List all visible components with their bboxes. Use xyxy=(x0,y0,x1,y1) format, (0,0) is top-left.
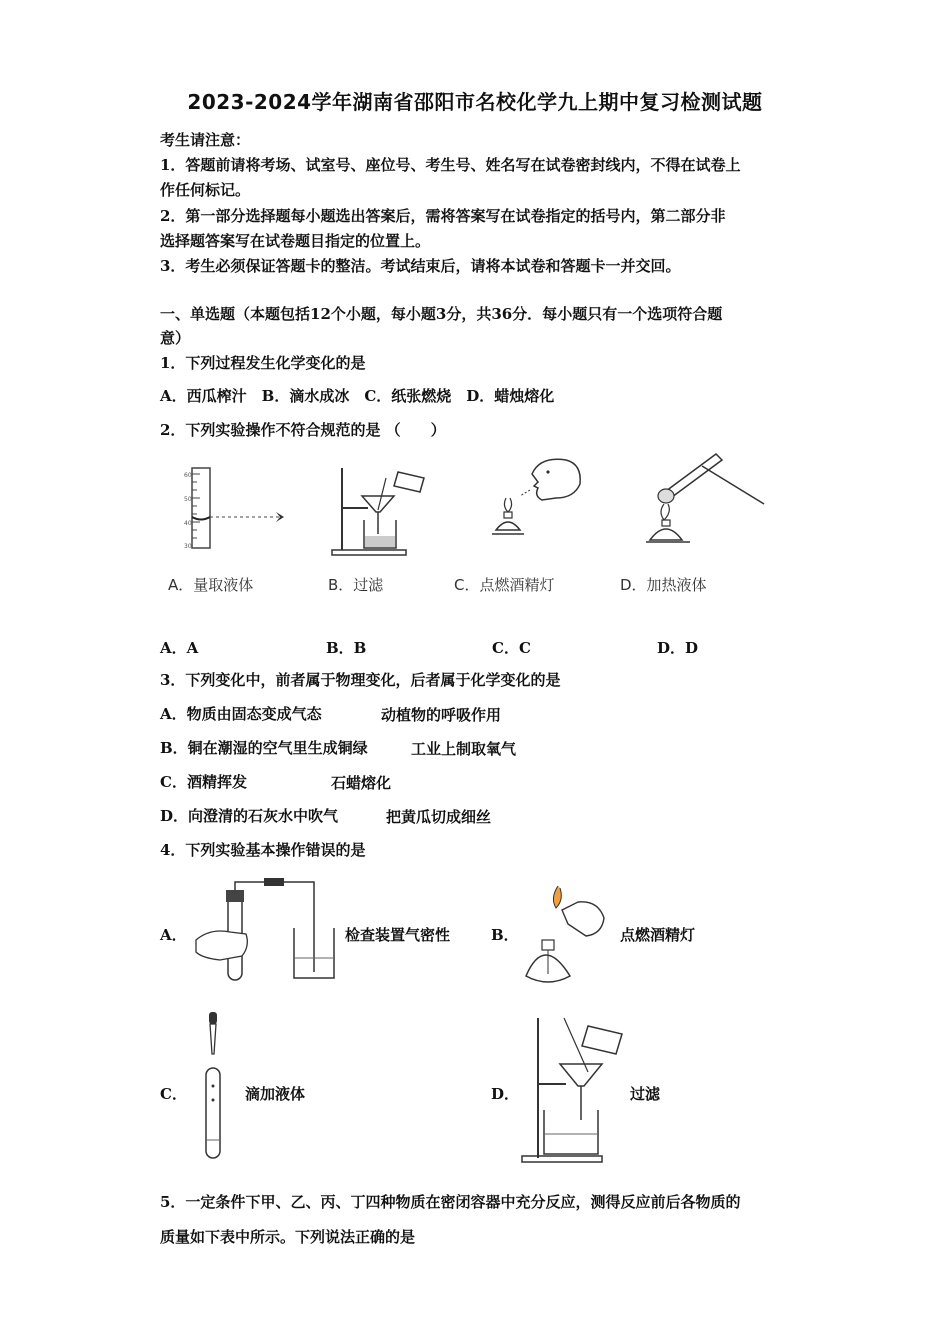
q3-option-d-second: 把黄瓜切成细丝 xyxy=(386,808,492,826)
q4-option-a-text: 检查装置气密性 xyxy=(345,926,451,944)
page-title: 2023-2024学年湖南省邵阳市名校化学九上期中复习检测试题 xyxy=(187,90,763,114)
notice-item-2a: 2．第一部分选择题每小题选出答案后，需将答案写在试卷指定的括号内，第二部分非 xyxy=(160,207,726,225)
q5-stem-line2: 质量如下表中所示。下列说法正确的是 xyxy=(160,1228,416,1246)
q2-caption-d: D．加热液体 xyxy=(620,576,707,594)
notice-item-2b: 选择题答案写在试卷题目指定的位置上。 xyxy=(160,232,431,250)
q3-option-b-second: 工业上制取氧气 xyxy=(411,740,517,758)
q2-caption-a: A．量取液体 xyxy=(168,576,254,594)
figure-filtration-b xyxy=(328,462,438,558)
figure-airtight-check xyxy=(190,872,346,984)
figure-measuring-cylinder xyxy=(168,462,298,552)
q4-option-b-letter: B． xyxy=(491,926,519,944)
notice-item-1a: 1．答题前请将考场、试室号、座位号、考生号、姓名写在试卷密封线内，不得在试卷上 xyxy=(160,156,741,174)
q2-option-a: A．A xyxy=(160,639,199,657)
figure-lamp-person xyxy=(482,454,592,550)
notice-item-3: 3．考生必须保证答题卡的整洁。考试结束后，请将本试卷和答题卡一并交回。 xyxy=(160,257,681,275)
q3-stem: 3．下列变化中，前者属于物理变化，后者属于化学变化的是 xyxy=(160,671,561,689)
cylinder-tick-40: 40 xyxy=(184,520,192,527)
q2-option-d: D．D xyxy=(657,639,699,657)
q4-option-c-letter: C． xyxy=(160,1085,187,1103)
figure-dropper xyxy=(196,1010,236,1162)
notice-heading: 考生请注意： xyxy=(160,131,251,149)
figure-filtration-d xyxy=(518,1012,630,1166)
q1-options: A．西瓜榨汁 B．滴水成冰 C．纸张燃烧 D．蜡烛熔化 xyxy=(160,387,555,405)
q4-option-a-letter: A． xyxy=(160,926,187,944)
section-heading-line2: 意） xyxy=(160,329,191,347)
q4-option-b-text: 点燃酒精灯 xyxy=(620,926,696,944)
cylinder-tick-30: 30 xyxy=(184,543,192,550)
figure-heating-liquid xyxy=(642,446,772,550)
q3-option-a-second: 动植物的呼吸作用 xyxy=(381,706,502,724)
q3-option-d: D．向澄清的石灰水中吹气 xyxy=(160,807,339,825)
cylinder-tick-60: 60 xyxy=(184,472,192,479)
notice-item-1b: 作任何标记。 xyxy=(160,181,251,199)
q4-option-d-letter: D． xyxy=(491,1085,520,1103)
q3-option-b: B．铜在潮湿的空气里生成铜绿 xyxy=(160,739,368,757)
cylinder-tick-50: 50 xyxy=(184,496,192,503)
q2-caption-b: B．过滤 xyxy=(328,576,384,594)
q2-stem: 2．下列实验操作不符合规范的是 （ ） xyxy=(160,421,446,439)
q2-option-c: C．C xyxy=(492,639,531,657)
q5-stem-line1: 5．一定条件下甲、乙、丙、丁四种物质在密闭容器中充分反应，测得反应前后各物质的 xyxy=(160,1193,741,1211)
q2-option-b: B．B xyxy=(326,639,367,657)
q4-option-d-text: 过滤 xyxy=(630,1085,661,1103)
section-heading-line1: 一、单选题（本题包括12个小题，每小题3分，共36分．每小题只有一个选项符合题 xyxy=(160,305,723,323)
figure-lamp-to-lamp xyxy=(518,880,618,998)
q2-caption-c: C．点燃酒精灯 xyxy=(454,576,555,594)
q3-option-c-second: 石蜡熔化 xyxy=(331,774,392,792)
q3-option-c: C．酒精挥发 xyxy=(160,773,247,791)
q4-stem: 4．下列实验基本操作错误的是 xyxy=(160,841,366,859)
q1-stem: 1．下列过程发生化学变化的是 xyxy=(160,354,366,372)
q3-option-a: A．物质由固态变成气态 xyxy=(160,705,322,723)
q4-option-c-text: 滴加液体 xyxy=(245,1085,306,1103)
